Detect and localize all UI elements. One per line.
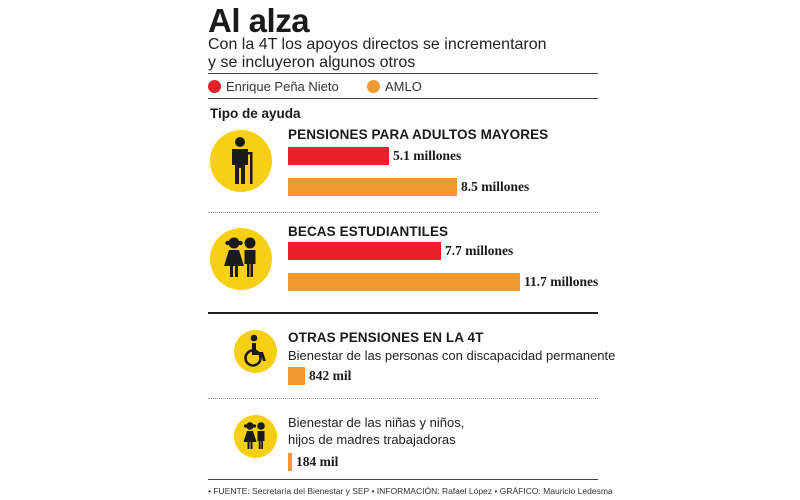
subtitle-line-1: Con la 4T los apoyos directos se incrementaron xyxy=(208,36,547,53)
footer-credits: • FUENTE: Secretaría del Bienestar y SEP • INFORMACIÓN: Rafael López • GRÁFICO: Mauricio Ledesma xyxy=(208,486,613,496)
subtitle-ninos-line-2: hijos de madres trabajadoras xyxy=(288,432,456,447)
legend-swatch-pena xyxy=(208,80,221,93)
category-title-otras: OTRAS PENSIONES EN LA 4T xyxy=(288,330,484,345)
divider-otras xyxy=(208,312,598,314)
value-label-amlo-becas: 11.7 millones xyxy=(524,274,599,289)
category-title-adultos: PENSIONES PARA ADULTOS MAYORES xyxy=(288,127,549,142)
subtitle-ninos-line-1: Bienestar de las niñas y niños, xyxy=(288,415,465,430)
category-subtitle-ninos xyxy=(288,414,464,448)
divider-cat-1 xyxy=(208,212,598,213)
bar-amlo-becas xyxy=(288,273,520,291)
value-label-pena-becas: 7.7 millones xyxy=(445,243,514,258)
legend-label-pena: Enrique Peña Nieto xyxy=(226,79,339,94)
value-label-amlo-adultos: 8.5 millones xyxy=(461,179,530,194)
divider-cat-3 xyxy=(208,398,598,399)
value-label-pena-adultos: 5.1 millones xyxy=(393,148,462,163)
wheelchair-icon xyxy=(234,330,277,373)
chart-title: Al alza xyxy=(208,2,310,39)
elderly-person-icon xyxy=(210,130,272,192)
bar-pena-adultos xyxy=(288,147,389,165)
category-title-becas: BECAS ESTUDIANTILES xyxy=(288,224,449,239)
bar-amlo-adultos xyxy=(288,178,457,196)
legend-label-amlo: AMLO xyxy=(385,79,422,94)
legend-swatch-amlo xyxy=(367,80,380,93)
chart-subtitle xyxy=(208,36,568,72)
students-icon xyxy=(210,228,272,290)
divider-bottom xyxy=(208,479,598,480)
divider-top xyxy=(208,73,598,74)
bar-amlo-ninos xyxy=(288,453,292,471)
value-label-amlo-discapacidad: 842 mil xyxy=(309,368,352,383)
section-label: Tipo de ayuda xyxy=(210,106,301,121)
value-label-amlo-ninos: 184 mil xyxy=(296,454,339,469)
subtitle-line-2: y se incluyeron algunos otros xyxy=(208,54,416,71)
divider-legend xyxy=(208,98,598,99)
bar-amlo-discapacidad xyxy=(288,367,305,385)
category-subtitle-discapacidad: Bienestar de las personas con discapacidad permanente xyxy=(288,348,616,363)
bar-pena-becas xyxy=(288,242,441,260)
children-icon xyxy=(234,415,277,458)
